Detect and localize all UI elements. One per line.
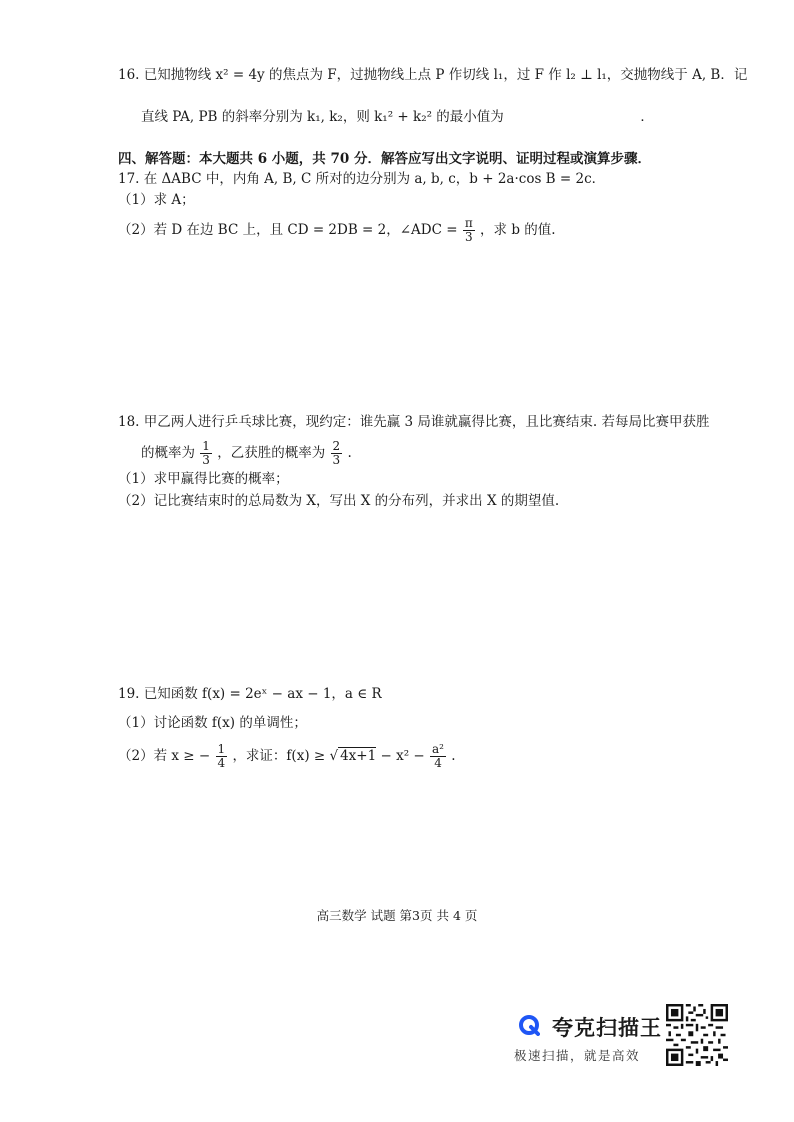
q16-blank-end: ． xyxy=(640,109,654,125)
q17-frac-num: π xyxy=(464,216,473,230)
q18-stem: 18. 甲乙两人进行乒乓球比赛，现约定：谁先赢 3 局谁就赢得比赛，且比赛结束. 若每局比赛甲获胜 xyxy=(118,414,710,430)
q19-stem: 19. 已知函数 f(x) = 2eˣ − ax − 1，a ∈ R xyxy=(118,686,382,702)
section-heading: 四、解答题：本大题共 6 小题，共 70 分．解答应写出文字说明、证明过程或演算步骤． xyxy=(118,151,651,167)
q17-part2-pre: （2）若 D 在边 BC 上，且 CD = 2DB = 2，∠ADC = xyxy=(118,222,458,238)
q18-frac2-den: 3 xyxy=(332,453,341,467)
q18-line2-mid: ，乙获胜的概率为 xyxy=(217,445,326,461)
quark-logo-icon xyxy=(518,1014,540,1036)
q18-fraction-2 xyxy=(331,440,343,467)
q19-frac2-num: a² xyxy=(432,742,444,756)
q18-frac1-den: 3 xyxy=(202,453,210,467)
q19-part1: （1）讨论函数 f(x) 的单调性； xyxy=(118,715,307,731)
q17-fraction xyxy=(463,217,475,244)
q18-part1: （1）求甲赢得比赛的概率； xyxy=(118,471,289,487)
q19-frac1-den: 4 xyxy=(217,756,226,770)
q16-stem: 16. 已知抛物线 x² = 4y 的焦点为 F，过抛物线上点 P 作切线 l₁，过 F 作 l₂ ⊥ l₁，交抛物线于 A, B．记 xyxy=(118,67,748,83)
q19-part2-post: . xyxy=(451,748,456,764)
q19-part2-pre: （2）若 x ≥ − xyxy=(118,748,211,764)
q18-frac1-num: 1 xyxy=(202,439,210,453)
q18-frac2-num: 2 xyxy=(332,439,341,453)
q17-part2-post: ，求 b 的值. xyxy=(480,222,556,238)
page-footer: 高三数学 试题 第3页 共 4 页 xyxy=(316,908,478,923)
q18-fraction-1 xyxy=(200,440,212,467)
q19-frac2-den: 4 xyxy=(434,756,442,770)
sqrt-sign: √ xyxy=(329,748,339,764)
q19-part2-mid2: − x² − xyxy=(380,748,425,764)
q18-line2 xyxy=(141,440,352,467)
q19-fraction-1 xyxy=(216,743,228,770)
q17-part2 xyxy=(118,217,556,244)
q19-fraction-2 xyxy=(430,743,446,770)
q19-sqrt: 4x+1 xyxy=(340,748,377,764)
q18-part2: （2）记比赛结束时的总局数为 X，写出 X 的分布列，并求出 X 的期望值. xyxy=(118,493,560,509)
q17-stem: 17. 在 ΔABC 中，内角 A, B, C 所对的边分别为 a, b, c，b + 2a·cos B = 2c． xyxy=(118,171,606,187)
brand-slogan: 极速扫描，就是高效 xyxy=(514,1048,641,1063)
brand-name: 夸克扫描王 xyxy=(552,1016,662,1040)
qr-code-icon xyxy=(666,1004,728,1066)
q19-part2-mid: ，求证：f(x) ≥ xyxy=(232,748,330,764)
q16-line2 xyxy=(141,108,654,126)
q19-part2 xyxy=(118,743,456,770)
q19-frac1-num: 1 xyxy=(217,742,226,756)
q17-frac-den: 3 xyxy=(464,230,473,244)
q18-line2-post: . xyxy=(347,445,352,461)
q16-line2-text: 直线 PA, PB 的斜率分别为 k₁, k₂，则 k₁² + k₂² 的最小值为 xyxy=(141,109,504,125)
q18-line2-pre: 的概率为 xyxy=(141,445,195,461)
q17-part1: （1）求 A； xyxy=(118,192,195,208)
